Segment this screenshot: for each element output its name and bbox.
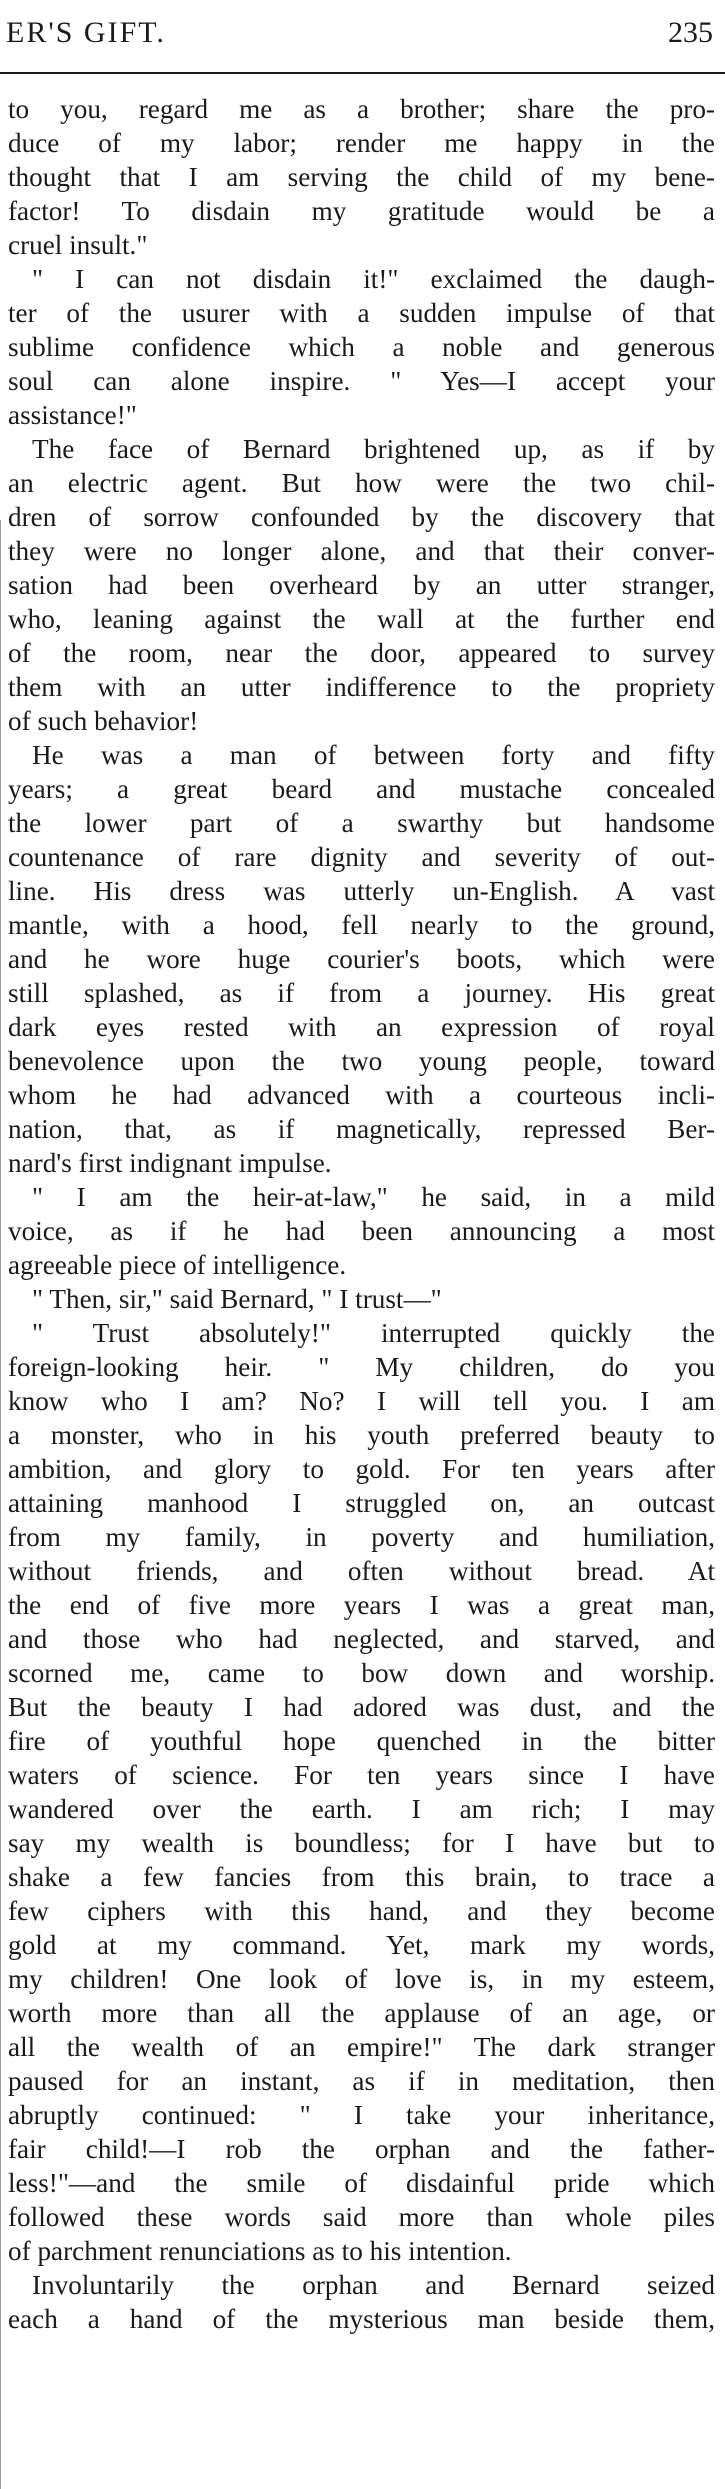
text-line: paused for an instant, as if in meditation, then <box>8 2066 715 2096</box>
text-line: ambition, and glory to gold. For ten years after <box>8 1454 715 1484</box>
text-line: Involuntarily the orphan and Bernard seized <box>32 2270 715 2300</box>
text-line: nation, that, as if magnetically, repressed Ber- <box>8 1114 715 1144</box>
page-header <box>0 0 725 74</box>
text-line: wandered over the earth. I am rich; I may <box>8 1794 715 1824</box>
text-line: a monster, who in his youth preferred beauty to <box>8 1420 715 1450</box>
text-line: sublime confidence which a noble and generous <box>8 332 715 362</box>
text-line: " I am the heir-at-law," he said, in a mild <box>32 1182 715 1212</box>
text-line: The face of Bernard brightened up, as if by <box>32 434 715 464</box>
text-line: to you, regard me as a brother; share the pro- <box>8 94 715 124</box>
text-line: gold at my command. Yet, mark my words, <box>8 1930 715 1960</box>
paragraph <box>8 1180 715 1282</box>
text-line: But the beauty I had adored was dust, and the <box>8 1692 715 1722</box>
text-line: sation had been overheard by an utter stranger, <box>8 570 715 600</box>
text-line: of the room, near the door, appeared to survey <box>8 638 715 668</box>
text-line: and he wore huge courier's boots, which were <box>8 944 715 974</box>
paragraph <box>8 92 715 262</box>
paragraph <box>8 2268 715 2336</box>
paragraph <box>8 738 715 1180</box>
text-line: " Trust absolutely!" interrupted quickly the <box>32 1318 715 1348</box>
paragraph <box>8 1316 715 2268</box>
text-line: say my wealth is boundless; for I have but to <box>8 1828 715 1858</box>
text-line: of such behavior! <box>8 706 199 736</box>
text-line: who, leaning against the wall at the further end <box>8 604 715 634</box>
text-line: my children! One look of love is, in my esteem, <box>8 1964 715 1994</box>
text-line: " I can not disdain it!" exclaimed the daugh- <box>32 264 715 294</box>
text-line: benevolence upon the two young people, toward <box>8 1046 715 1076</box>
text-line: countenance of rare dignity and severity of out- <box>8 842 715 872</box>
text-line: they were no longer alone, and that their conver- <box>8 536 715 566</box>
text-line: know who I am? No? I will tell you. I am <box>8 1386 715 1416</box>
text-line: whom he had advanced with a courteous incli- <box>8 1080 715 1110</box>
text-line: assistance!" <box>8 400 137 430</box>
text-line: mantle, with a hood, fell nearly to the ground, <box>8 910 715 940</box>
text-line: foreign-looking heir. " My children, do you <box>8 1352 715 1382</box>
text-line: cruel insult." <box>8 230 148 260</box>
text-line: worth more than all the applause of an age, or <box>8 1998 715 2028</box>
text-line: voice, as if he had been announcing a most <box>8 1216 715 1246</box>
text-line: dark eyes rested with an expression of royal <box>8 1012 715 1042</box>
text-line: them with an utter indifference to the propriety <box>8 672 715 702</box>
text-line: followed these words said more than whole piles <box>8 2202 715 2232</box>
page-number: 235 <box>668 16 713 49</box>
text-line: line. His dress was utterly un-English. A vast <box>8 876 715 906</box>
text-line: shake a few fancies from this brain, to trace a <box>8 1862 715 1892</box>
text-line: fire of youthful hope quenched in the bitter <box>8 1726 715 1756</box>
text-line: an electric agent. But how were the two chil- <box>8 468 715 498</box>
paragraph <box>8 432 715 738</box>
text-line: agreeable piece of intelligence. <box>8 1250 347 1280</box>
text-line: waters of science. For ten years since I have <box>8 1760 715 1790</box>
text-line: factor! To disdain my gratitude would be a <box>8 196 715 226</box>
text-line: ter of the usurer with a sudden impulse of that <box>8 298 715 328</box>
text-line: years; a great beard and mustache concealed <box>8 774 715 804</box>
text-line: scorned me, came to bow down and worship. <box>8 1658 715 1688</box>
text-line: thought that I am serving the child of my bene- <box>8 162 715 192</box>
paragraph <box>8 262 715 432</box>
text-line: " Then, sir," said Bernard, " I trust—" <box>32 1284 442 1314</box>
text-line: from my family, in poverty and humiliation, <box>8 1522 715 1552</box>
text-line: still splashed, as if from a journey. His great <box>8 978 715 1008</box>
text-line: attaining manhood I struggled on, an outcast <box>8 1488 715 1518</box>
text-line: less!"—and the smile of disdainful pride which <box>8 2168 715 2198</box>
paragraph <box>8 1282 715 1316</box>
text-line: all the wealth of an empire!" The dark stranger <box>8 2032 715 2062</box>
text-line: nard's first indignant impulse. <box>8 1148 332 1178</box>
text-line: few ciphers with this hand, and they become <box>8 1896 715 1926</box>
text-line: and those who had neglected, and starved, and <box>8 1624 715 1654</box>
text-line: He was a man of between forty and fifty <box>32 740 715 770</box>
text-line: abruptly continued: " I take your inheritance, <box>8 2100 715 2130</box>
body-text <box>8 92 715 2336</box>
text-line: soul can alone inspire. " Yes—I accept your <box>8 366 715 396</box>
text-line: without friends, and often without bread. At <box>8 1556 715 1586</box>
text-line: of parchment renunciations as to his intention. <box>8 2236 512 2266</box>
text-line: dren of sorrow confounded by the discovery that <box>8 502 715 532</box>
margin-rule <box>0 520 1 2489</box>
text-line: the lower part of a swarthy but handsome <box>8 808 715 838</box>
text-line: fair child!—I rob the orphan and the father- <box>8 2134 715 2164</box>
text-line: the end of five more years I was a great man, <box>8 1590 715 1620</box>
text-line: duce of my labor; render me happy in the <box>8 128 715 158</box>
text-line: each a hand of the mysterious man beside them, <box>8 2304 715 2334</box>
running-head: ER'S GIFT. <box>6 16 166 49</box>
